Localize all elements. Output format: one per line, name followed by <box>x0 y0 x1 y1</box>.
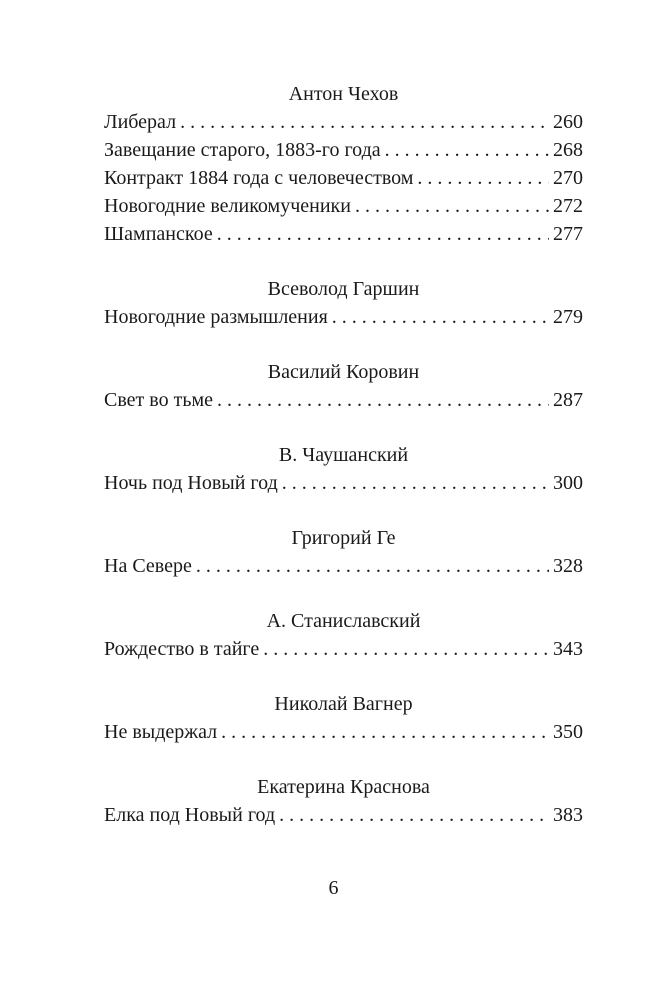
toc-section <box>104 690 583 746</box>
entry-page: 287 <box>553 389 583 411</box>
dot-leader <box>355 192 549 220</box>
entry-title: На Севере <box>104 555 192 577</box>
entry-page: 277 <box>553 223 583 245</box>
section-gap <box>104 663 583 690</box>
section-author: Василий Коровин <box>267 361 420 383</box>
toc-entry <box>104 220 583 248</box>
toc-entry <box>104 801 583 829</box>
section-gap <box>104 746 583 773</box>
dot-leader <box>279 801 549 829</box>
dot-leader <box>385 136 549 164</box>
section-gap <box>104 414 583 441</box>
section-author: Екатерина Краснова <box>257 776 430 798</box>
section-gap <box>104 580 583 607</box>
dot-leader <box>417 164 549 192</box>
toc-entry <box>104 192 583 220</box>
entry-page: 300 <box>553 472 583 494</box>
section-gap <box>104 331 583 358</box>
entry-title: Либерал <box>104 111 177 133</box>
entry-title: Новогодние великомученики <box>104 195 351 217</box>
section-author: Николай Вагнер <box>274 693 413 715</box>
entry-title: Новогодние размышления <box>104 306 328 328</box>
entry-page: 268 <box>553 139 583 161</box>
toc-entry <box>104 552 583 580</box>
entry-page: 270 <box>553 167 583 189</box>
entry-title: Завещание старого, 1883-го года <box>104 139 381 161</box>
toc-section <box>104 773 583 829</box>
section-author: А. Станиславский <box>266 610 421 632</box>
section-author: Григорий Ге <box>291 527 396 549</box>
dot-leader <box>221 718 549 746</box>
toc-section <box>104 358 583 414</box>
page-number: 6 <box>328 877 339 899</box>
entry-page: 260 <box>553 111 583 133</box>
dot-leader <box>332 303 549 331</box>
entry-page: 343 <box>553 638 583 660</box>
toc-section <box>104 441 583 497</box>
toc-entry <box>104 718 583 746</box>
entry-title: Рождество в тайге <box>104 638 260 660</box>
dot-leader <box>196 552 549 580</box>
entry-title: Елка под Новый год <box>104 804 276 826</box>
entry-title: Ночь под Новый год <box>104 472 278 494</box>
entry-page: 272 <box>553 195 583 217</box>
entry-page: 328 <box>553 555 583 577</box>
dot-leader <box>263 635 549 663</box>
toc-section <box>104 80 583 248</box>
dot-leader <box>282 469 549 497</box>
toc-section <box>104 607 583 663</box>
entry-page: 279 <box>553 306 583 328</box>
toc-entry <box>104 303 583 331</box>
section-author: Всеволод Гаршин <box>267 278 420 300</box>
entry-page: 350 <box>553 721 583 743</box>
section-gap <box>104 497 583 524</box>
entry-title: Контракт 1884 года с человечеством <box>104 167 414 189</box>
entry-title: Шампанское <box>104 223 213 245</box>
dot-leader <box>180 108 549 136</box>
toc-entry <box>104 386 583 414</box>
entry-title: Свет во тьме <box>104 389 213 411</box>
section-gap <box>104 248 583 275</box>
section-author: Антон Чехов <box>288 83 399 105</box>
entry-page: 383 <box>553 804 583 826</box>
toc-entry <box>104 136 583 164</box>
dot-leader <box>217 220 549 248</box>
entry-title: Не выдержал <box>104 721 218 743</box>
toc-entry <box>104 108 583 136</box>
dot-leader <box>217 386 549 414</box>
toc-entry <box>104 164 583 192</box>
toc-section <box>104 275 583 331</box>
section-author: В. Чаушанский <box>278 444 409 466</box>
toc-entry <box>104 469 583 497</box>
toc-section <box>104 524 583 580</box>
table-of-contents <box>104 80 583 829</box>
toc-entry <box>104 635 583 663</box>
